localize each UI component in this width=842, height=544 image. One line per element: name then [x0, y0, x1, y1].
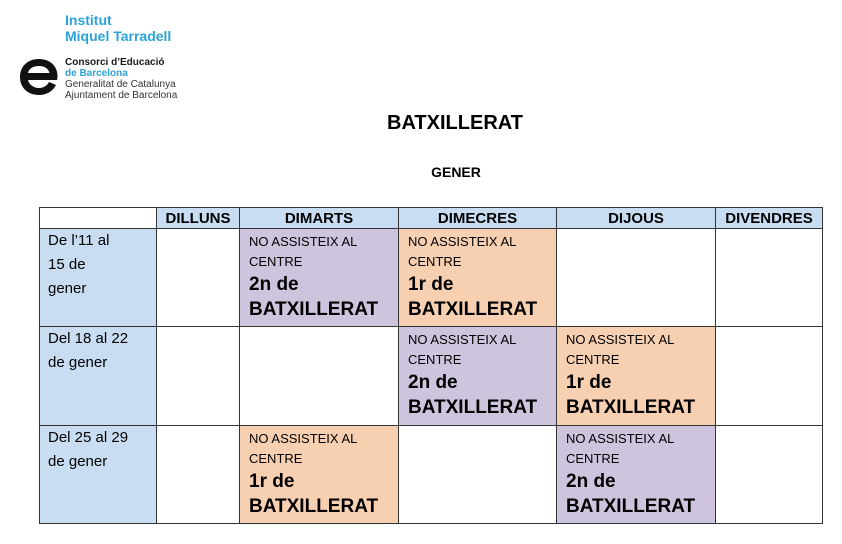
day-cell-empty [716, 229, 823, 327]
day-cell-closed [557, 327, 716, 425]
group-label: BATXILLERAT [249, 495, 379, 517]
consorci-line4: Ajuntament de Barcelona [65, 90, 178, 101]
closure-note: NO ASSISTEIX AL [249, 430, 358, 446]
table-row [40, 327, 823, 425]
group-label: BATXILLERAT [408, 299, 538, 321]
closure-note: CENTRE [408, 254, 462, 270]
header-blank [40, 208, 157, 229]
group-label: 1r de [566, 372, 612, 394]
week-label-line: 15 de [48, 256, 86, 274]
header-dimarts: DIMARTS [240, 208, 399, 229]
day-cell-empty [557, 229, 716, 327]
day-cell-empty [157, 229, 240, 327]
consorci-e-logo-icon [18, 56, 60, 98]
day-cell-closed [240, 425, 399, 523]
group-label: BATXILLERAT [566, 495, 696, 517]
schedule-table [39, 207, 823, 524]
table-row [40, 229, 823, 327]
day-cell-empty [157, 327, 240, 425]
day-cell-closed [557, 425, 716, 523]
week-label-line: gener [48, 280, 87, 298]
group-label: BATXILLERAT [566, 397, 696, 419]
day-cell-empty [399, 425, 557, 523]
day-cell-empty [240, 327, 399, 425]
closure-note: CENTRE [408, 352, 462, 368]
institution-logo [18, 12, 218, 108]
header-divendres: DIVENDRES [716, 208, 823, 229]
week-label-line: de gener [48, 354, 108, 372]
header-dimecres: DIMECRES [399, 208, 557, 229]
closure-note: CENTRE [249, 254, 303, 270]
day-cell-empty [716, 425, 823, 523]
week-cell [40, 327, 157, 425]
week-label-line: Del 18 al 22 [48, 330, 129, 348]
consorci-line2: de Barcelona [65, 68, 128, 79]
consorci-text [65, 57, 177, 101]
closure-note: NO ASSISTEIX AL [249, 234, 358, 250]
day-cell-closed [240, 229, 399, 327]
day-cell-empty [157, 425, 240, 523]
table-header-row [40, 208, 823, 229]
group-label: BATXILLERAT [408, 397, 538, 419]
closure-note: CENTRE [249, 450, 303, 466]
closure-note: CENTRE [566, 450, 620, 466]
closure-note: NO ASSISTEIX AL [408, 332, 517, 348]
closure-note: NO ASSISTEIX AL [566, 430, 675, 446]
group-label: 2n de [249, 274, 299, 296]
week-label-line: de gener [48, 452, 108, 470]
day-cell-closed [399, 229, 557, 327]
consorci-line1: Consorci d’Educació [65, 57, 165, 68]
group-label: 2n de [408, 372, 458, 394]
group-label: 2n de [566, 470, 616, 492]
table-row [40, 425, 823, 523]
header-dilluns: DILLUNS [157, 208, 240, 229]
consorci-line3: Generalitat de Catalunya [65, 79, 176, 90]
week-cell [40, 229, 157, 327]
header-dijous: DIJOUS [557, 208, 716, 229]
closure-note: NO ASSISTEIX AL [408, 234, 517, 250]
closure-note: NO ASSISTEIX AL [566, 332, 675, 348]
closure-note: CENTRE [566, 352, 620, 368]
group-label: 1r de [249, 470, 295, 492]
day-cell-empty [716, 327, 823, 425]
group-label: BATXILLERAT [249, 299, 379, 321]
institute-name-line1: Institut [65, 12, 112, 28]
month-heading: GENER [431, 164, 481, 180]
week-label-line: Del 25 al 29 [48, 428, 129, 446]
institute-name-line2: Miquel Tarradell [65, 28, 172, 44]
institute-name [65, 12, 171, 44]
week-label-line: De l’11 al [48, 232, 110, 250]
group-label: 1r de [408, 274, 454, 296]
week-cell [40, 425, 157, 523]
day-cell-closed [399, 327, 557, 425]
page-title: BATXILLERAT [387, 112, 523, 134]
